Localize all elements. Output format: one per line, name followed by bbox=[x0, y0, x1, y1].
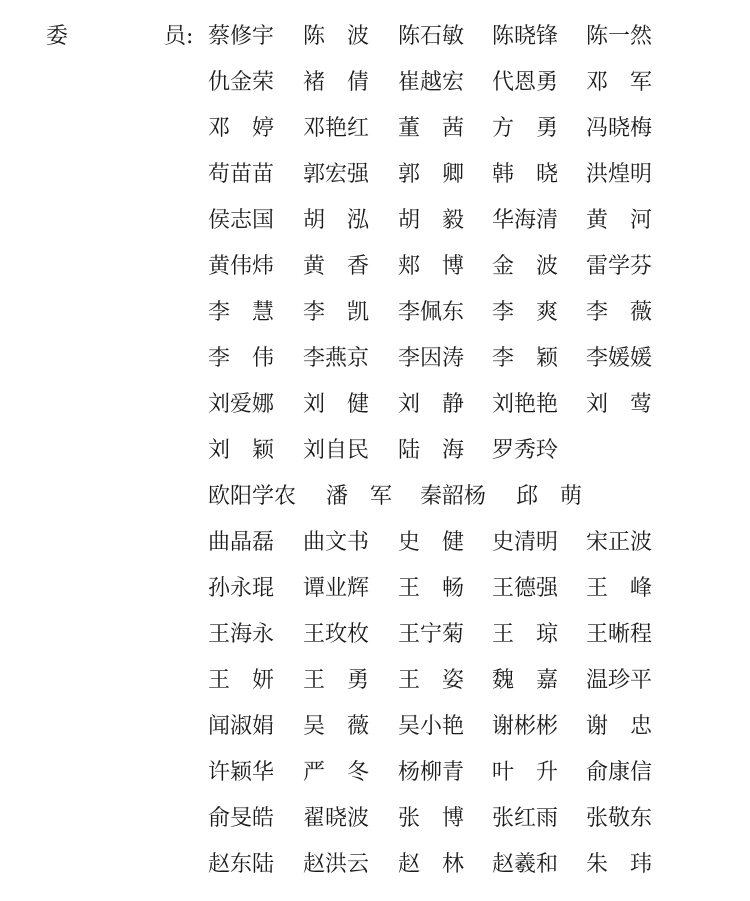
member-name: 王 妍 bbox=[208, 668, 275, 693]
member-name: 雷学芬 bbox=[586, 254, 653, 279]
member-name: 潘 军 bbox=[326, 484, 393, 509]
member-name: 金 波 bbox=[492, 254, 559, 279]
member-list bbox=[208, 22, 728, 896]
member-name: 俞康信 bbox=[586, 760, 653, 785]
member-name: 赵东陆 bbox=[208, 852, 275, 877]
member-name: 蔡修宇 bbox=[208, 24, 275, 49]
member-row bbox=[208, 482, 728, 528]
member-name: 崔越宏 bbox=[398, 70, 465, 95]
member-name: 俞旻皓 bbox=[208, 806, 275, 831]
member-row bbox=[208, 758, 728, 804]
member-name: 仇金荣 bbox=[208, 70, 275, 95]
member-row bbox=[208, 850, 728, 896]
member-name: 韩 晓 bbox=[492, 162, 559, 187]
member-name: 温珍平 bbox=[586, 668, 653, 693]
member-name: 宋正波 bbox=[586, 530, 653, 555]
member-name: 刘爱娜 bbox=[208, 392, 275, 417]
member-name: 李 凯 bbox=[303, 300, 370, 325]
member-name: 邓 婷 bbox=[208, 116, 275, 141]
member-row bbox=[208, 666, 728, 712]
member-name: 李 伟 bbox=[208, 346, 275, 371]
member-name: 闻淑娟 bbox=[208, 714, 275, 739]
member-name: 罗秀玲 bbox=[492, 438, 559, 463]
member-name: 张 博 bbox=[398, 806, 465, 831]
member-row bbox=[208, 298, 728, 344]
member-name: 史 健 bbox=[398, 530, 465, 555]
member-name: 刘艳艳 bbox=[492, 392, 559, 417]
member-name: 黄伟炜 bbox=[208, 254, 275, 279]
member-name: 董 茜 bbox=[398, 116, 465, 141]
member-name: 侯志国 bbox=[208, 208, 275, 233]
member-name: 赵羲和 bbox=[492, 852, 559, 877]
member-name: 王 峰 bbox=[586, 576, 653, 601]
member-name: 邱 萌 bbox=[516, 484, 583, 509]
member-name: 郭 卿 bbox=[398, 162, 465, 187]
member-row bbox=[208, 160, 728, 206]
member-name: 叶 升 bbox=[492, 760, 559, 785]
member-row bbox=[208, 390, 728, 436]
member-row bbox=[208, 804, 728, 850]
member-name: 褚 倩 bbox=[303, 70, 370, 95]
member-name: 冯晓梅 bbox=[586, 116, 653, 141]
member-name: 吴 薇 bbox=[303, 714, 370, 739]
committee-label-wei: 委 bbox=[46, 24, 69, 49]
member-name: 谢彬彬 bbox=[492, 714, 559, 739]
member-name: 李 颖 bbox=[492, 346, 559, 371]
member-name: 王晰程 bbox=[586, 622, 653, 647]
member-name: 朱 玮 bbox=[586, 852, 653, 877]
member-name: 李因涛 bbox=[398, 346, 465, 371]
member-name: 赵洪云 bbox=[303, 852, 370, 877]
member-name: 刘 莺 bbox=[586, 392, 653, 417]
member-name: 刘 静 bbox=[398, 392, 465, 417]
member-name: 李媛媛 bbox=[586, 346, 653, 371]
member-name: 陈 波 bbox=[303, 24, 370, 49]
member-name: 翟晓波 bbox=[303, 806, 370, 831]
member-row bbox=[208, 22, 728, 68]
member-name: 苟苗苗 bbox=[208, 162, 275, 187]
member-row bbox=[208, 68, 728, 114]
member-name: 张敬东 bbox=[586, 806, 653, 831]
member-name: 邓 军 bbox=[586, 70, 653, 95]
member-name: 王玫枚 bbox=[303, 622, 370, 647]
member-name: 李 慧 bbox=[208, 300, 275, 325]
member-name: 王德强 bbox=[492, 576, 559, 601]
member-name: 黄 河 bbox=[586, 208, 653, 233]
member-name: 欧阳学农 bbox=[208, 484, 297, 509]
member-name: 严 冬 bbox=[303, 760, 370, 785]
member-name: 郏 博 bbox=[398, 254, 465, 279]
member-name: 曲晶磊 bbox=[208, 530, 275, 555]
member-name: 王海永 bbox=[208, 622, 275, 647]
member-name: 王 姿 bbox=[398, 668, 465, 693]
member-row bbox=[208, 712, 728, 758]
member-name: 孙永琨 bbox=[208, 576, 275, 601]
member-name: 杨柳青 bbox=[398, 760, 465, 785]
member-row bbox=[208, 344, 728, 390]
member-name: 许颖华 bbox=[208, 760, 275, 785]
member-name: 刘 健 bbox=[303, 392, 370, 417]
member-name: 谭业辉 bbox=[303, 576, 370, 601]
member-name: 胡 泓 bbox=[303, 208, 370, 233]
member-name: 黄 香 bbox=[303, 254, 370, 279]
member-name: 曲文书 bbox=[303, 530, 370, 555]
member-name: 王 畅 bbox=[398, 576, 465, 601]
member-row bbox=[208, 528, 728, 574]
member-name: 陈一然 bbox=[586, 24, 653, 49]
member-name: 邓艳红 bbox=[303, 116, 370, 141]
member-name: 魏 嘉 bbox=[492, 668, 559, 693]
member-name: 史清明 bbox=[492, 530, 559, 555]
member-name: 郭宏强 bbox=[303, 162, 370, 187]
member-name: 刘自民 bbox=[303, 438, 370, 463]
committee-label-yuan: 员: bbox=[164, 24, 194, 49]
member-name: 李 爽 bbox=[492, 300, 559, 325]
member-name: 方 勇 bbox=[492, 116, 559, 141]
member-name: 赵 林 bbox=[398, 852, 465, 877]
member-name: 谢 忠 bbox=[586, 714, 653, 739]
member-name: 洪煌明 bbox=[586, 162, 653, 187]
member-name: 张红雨 bbox=[492, 806, 559, 831]
member-row bbox=[208, 114, 728, 160]
member-name: 胡 毅 bbox=[398, 208, 465, 233]
member-name: 代恩勇 bbox=[492, 70, 559, 95]
member-name: 陈石敏 bbox=[398, 24, 465, 49]
member-name: 刘 颖 bbox=[208, 438, 275, 463]
member-name: 李 薇 bbox=[586, 300, 653, 325]
member-name: 李佩东 bbox=[398, 300, 465, 325]
member-name: 陈晓锋 bbox=[492, 24, 559, 49]
member-name: 华海清 bbox=[492, 208, 559, 233]
member-name: 陆 海 bbox=[398, 438, 465, 463]
member-name: 李燕京 bbox=[303, 346, 370, 371]
member-row bbox=[208, 436, 728, 482]
member-row bbox=[208, 252, 728, 298]
member-name: 王 勇 bbox=[303, 668, 370, 693]
member-name: 王宁菊 bbox=[398, 622, 465, 647]
member-name: 吴小艳 bbox=[398, 714, 465, 739]
member-row bbox=[208, 620, 728, 666]
member-name: 王 琼 bbox=[492, 622, 559, 647]
member-row bbox=[208, 574, 728, 620]
member-row bbox=[208, 206, 728, 252]
member-name: 秦韶杨 bbox=[420, 484, 487, 509]
